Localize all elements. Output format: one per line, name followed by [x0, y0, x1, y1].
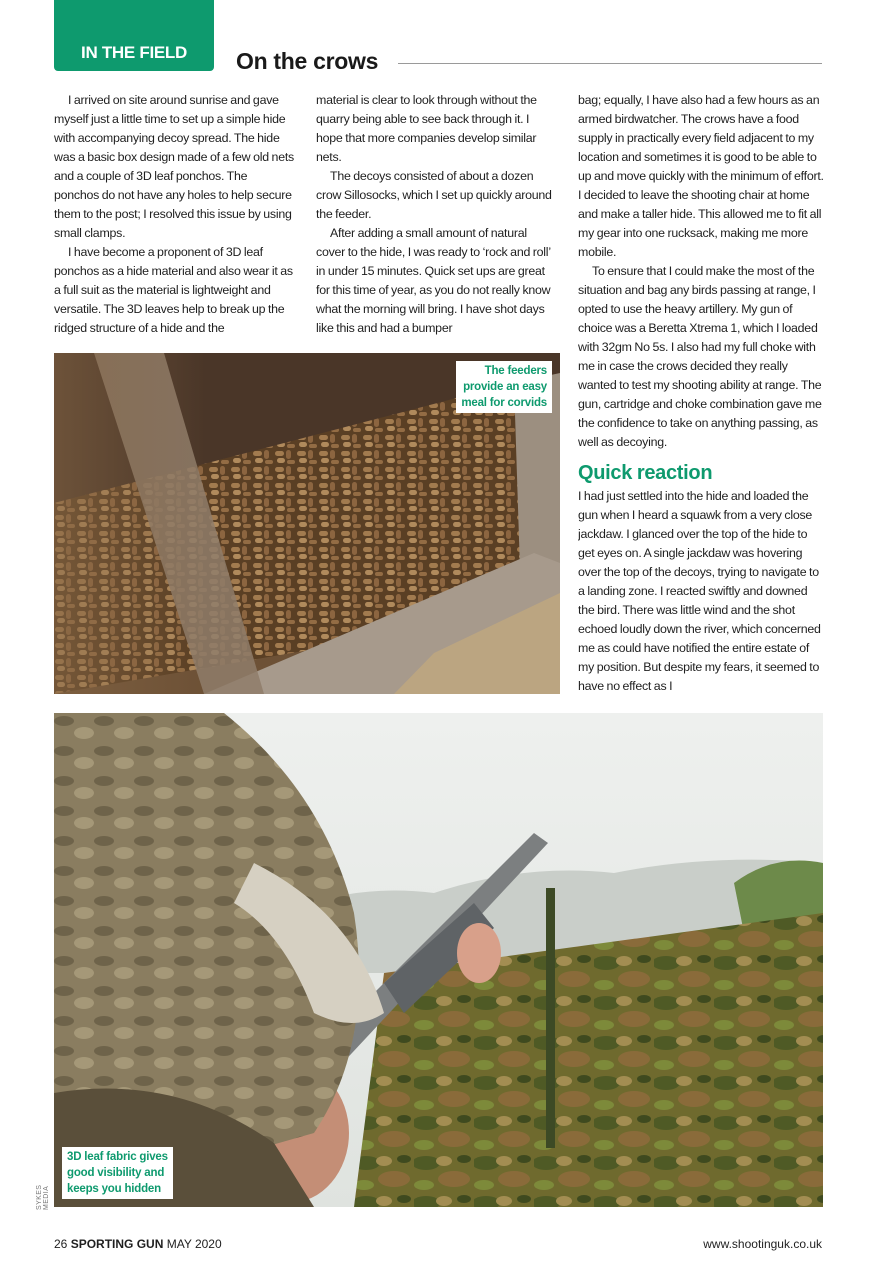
caption-line: 3D leaf fabric gives — [67, 1151, 168, 1163]
photo-credit: SYKES MEDIA — [36, 1184, 50, 1210]
subheading: Quick reaction — [578, 462, 713, 484]
paragraph: After adding a small amount of natural cover to the hide, I was ready to ‘rock and roll’ in under 15 minutes. Quick set ups are great for this time of year, as you do not really know what the morning will bring. I have shot days like this and had a bumper — [316, 226, 551, 335]
article-headline: On the crows — [236, 48, 379, 74]
paragraph: bag; equally, I have also had a few hours as an armed birdwatcher. The crows have a food supply in practically every field adjacent to my location and sometimes it is good to be able to up and move quickly with the minimum of effort. I decided to leave the shooting chair at home and make a taller hide. This allowed me to fit all my gear into one rucksack, making me more mobile. — [578, 93, 824, 259]
column-1 — [54, 91, 294, 341]
caption-line: The feeders — [484, 365, 547, 377]
column-3 — [578, 91, 824, 703]
headline-rule — [398, 63, 822, 64]
paragraph: The decoys consisted of about a dozen crow Sillosocks, which I set up quickly around the feeder. — [316, 169, 552, 221]
section-tab-label: IN THE FIELD — [81, 43, 187, 62]
footer-folio — [54, 1237, 222, 1251]
page-number: 26 — [54, 1237, 68, 1251]
website-url: www.shootinguk.co.uk — [703, 1237, 822, 1251]
paragraph: I have become a proponent of 3D leaf ponchos as a hide material and also wear it as a full suit as the material is lightweight and versatile. The 3D leaves help to break up the ridged structure of a hide and the — [54, 245, 293, 335]
hide-photo — [54, 713, 823, 1207]
paragraph: I arrived on site around sunrise and gave myself just a little time to set up a simple hide with accompanying decoy spread. The hide was a basic box design made of a few old nets and a couple of 3D leaf ponchos. The ponchos do not have any holes to help secure them to the post; I resolved this issue by using small clamps. — [54, 93, 294, 240]
paragraph: To ensure that I could make the most of the situation and bag any birds passing at range, I opted to use the heavy artillery. My gun of choice was a Beretta Xtrema 1, which I loaded with 32gm No 5s. I also had my full choke with me in case the crows decided they really wanted to test my shooting ability at range. The gun, cartridge and choke combination gave me the confidence to take on anything passing, as well as decoying. — [578, 264, 822, 449]
publication-name: SPORTING GUN — [70, 1237, 164, 1251]
feeder-photo — [54, 353, 560, 694]
feeder-caption — [456, 361, 552, 413]
caption-line: provide an easy — [463, 381, 547, 393]
paragraph: I had just settled into the hide and loaded the gun when I heard a squawk from a very close jackdaw. I glanced over the top of the hide to get eyes on. A single jackdaw was hovering over the top of the decoys, trying to navigate to a landing zone. I reacted swiftly and downed the bird. There was little wind and the shot echoed loudly down the river, which concerned me as could have notified the entire estate of my position. But despite my fears, it seemed to have no effect as I — [578, 489, 821, 693]
section-tab — [54, 0, 214, 71]
paragraph: material is clear to look through without the quarry being able to see back through it. I hope that more companies develop similar nets. — [316, 93, 537, 164]
caption-line: good visibility and — [67, 1167, 165, 1179]
column-2 — [316, 91, 554, 341]
caption-line: keeps you hidden — [67, 1183, 161, 1195]
issue-date: MAY 2020 — [166, 1237, 222, 1251]
caption-line: meal for corvids — [461, 397, 547, 409]
hide-caption — [62, 1147, 173, 1199]
hide-image — [54, 713, 823, 1207]
